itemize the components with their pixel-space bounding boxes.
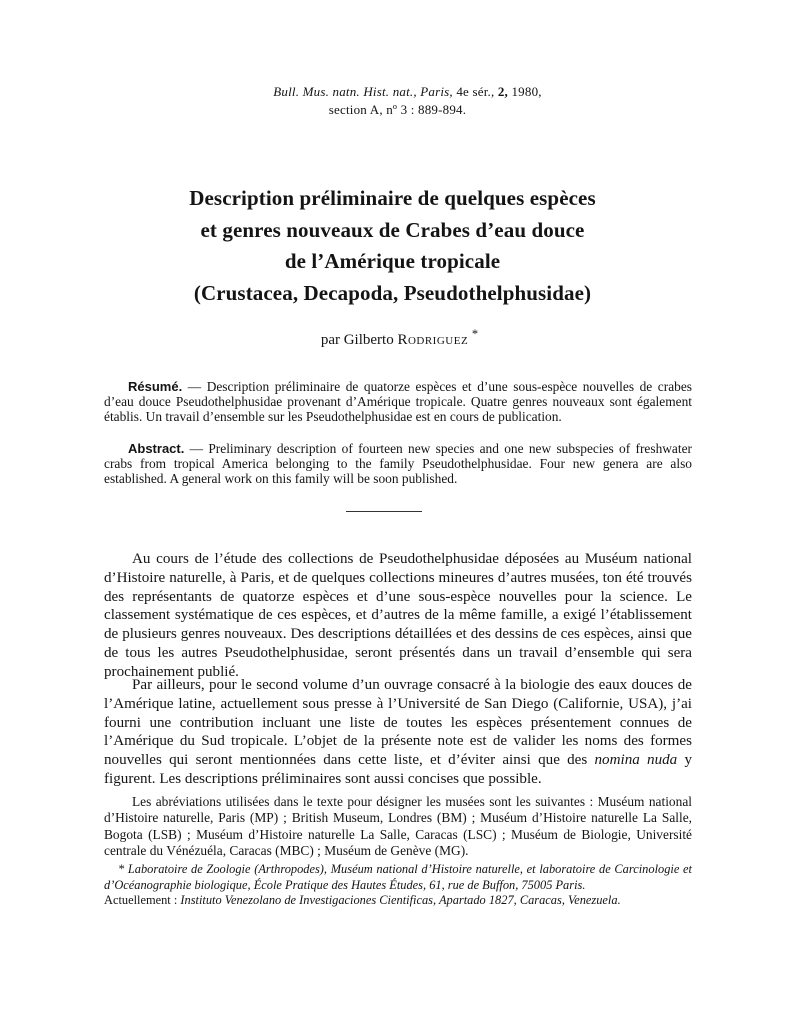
author-footnote (104, 862, 692, 909)
resume-section (104, 379, 692, 425)
abstract-text: — Preliminary description of fourteen new species and one new subspecies of freshwater crabs from tropical America belonging to the family Pseudothelphusidae. Four new genera are also established. A general work on this family will be soon published. (104, 441, 692, 487)
title-line-3: de l’Amérique tropicale (284, 249, 501, 273)
author-surname: Rodriguez (397, 332, 469, 348)
abbreviations-text: Les abréviations utilisées dans le texte pour désigner les musées sont les suivantes : Muséum national d’Histoire naturelle, Paris (MP) ; British Museum, Londres (BM) ; Muséum d’Histoire naturelle La Salle, Bogota (LSB) ; Muséum d’Histoire naturelle La Salle, Caracas (LSC) ; Muséum de Biologie, Université centrale du Vénézuéla, Caracas (MBC) ; Muséum de Genève (MG). (104, 794, 692, 859)
title-line-2: et genres nouveaux de Crabes d’eau douce (200, 217, 585, 242)
footnote-current-address: Instituto Venezolano de Investigaciones Cientificas, Apartado 1827, Caracas, Venezuela. (180, 893, 621, 908)
citation-series: 4e sér., (456, 84, 495, 99)
abstract-label: Abstract. (128, 441, 185, 456)
citation-volume: 2, (497, 84, 509, 99)
resume-label: Résumé. (128, 379, 183, 394)
footnote-current-label: Actuellement : (104, 893, 181, 908)
title-line-1: Description préliminaire de quelques espèces (189, 186, 596, 210)
section-divider (346, 511, 422, 512)
footnote-affiliation: * Laboratoire de Zoologie (Arthropodes), Muséum national d’Histoire naturelle, et laboratoire de Carcinologie et d’Océanographie biologique, École Pratique des Hautes Études, 61, rue de Buffon, 75005 Paris. (104, 862, 692, 892)
nomina-nuda-term: nomina nuda (594, 752, 678, 769)
paragraph-text: Au cours de l’étude des collections de Pseudothelphusidae déposées au Muséum national d’Histoire naturelle, à Paris, et de quelques collections mineures d’autres musées, ton été trouvés des représentants de quatorze espèces et d’une sous-espèce nouvelles pour la science. Le classement systématique de ces espèces, et d’autres de la même famille, a exigé l’établissement de plusieurs genres nouveaux. Des descriptions détaillées et des dessins de ces espèces, ainsi que de tous les autres Pseudothelphusidae, seront présentés dans un travail d’ensemble qui sera prochainement publié. (104, 551, 692, 680)
paragraph-text-after: y figurent. Les descriptions préliminaires sont aussi concises que possible. (104, 752, 693, 787)
citation-year: 1980, (511, 84, 542, 99)
title-line-4: (Crustacea, Decapoda, Pseudothelphusidae) (193, 280, 592, 305)
author-line (0, 327, 785, 349)
author-prefix: par Gilberto (320, 332, 394, 348)
body-paragraph-1 (104, 550, 692, 682)
abbreviations-paragraph (104, 794, 692, 860)
author-footnote-mark: * (471, 327, 479, 341)
resume-text: — Description préliminaire de quatorze espèces et d’une sous-espèce nouvelles de crabes d’eau douce Pseudothelphusidae provenant d’Amérique tropicale. Quatre genres nouveaux sont également établis. Un travail d’ensemble sur les Pseudothelphusidae est en cours de publication. (104, 379, 692, 425)
paragraph-text-before: Par ailleurs, pour le second volume d’un ouvrage consacré à la biologie des eaux douces de l’Amérique latine, actuellement sous presse à l’Université de San Diego (Californie, USA), j’ai fourni une contribution incluant une liste de toutes les espèces présentement connues de l’Amérique du Sud tropicale. L’objet de la présente note est de valider les noms des formes nouvelles qui seront mentionnées dans cette liste, et d’éviter ainsi que des (104, 677, 692, 769)
body-paragraph-2 (104, 676, 692, 789)
journal-citation (0, 84, 785, 100)
paper-title (0, 183, 785, 309)
abstract-section (104, 441, 692, 487)
citation-section: section A, nº 3 : 889-894. (328, 102, 467, 117)
citation-journal: Bull. Mus. natn. Hist. nat., Paris, (273, 84, 453, 99)
